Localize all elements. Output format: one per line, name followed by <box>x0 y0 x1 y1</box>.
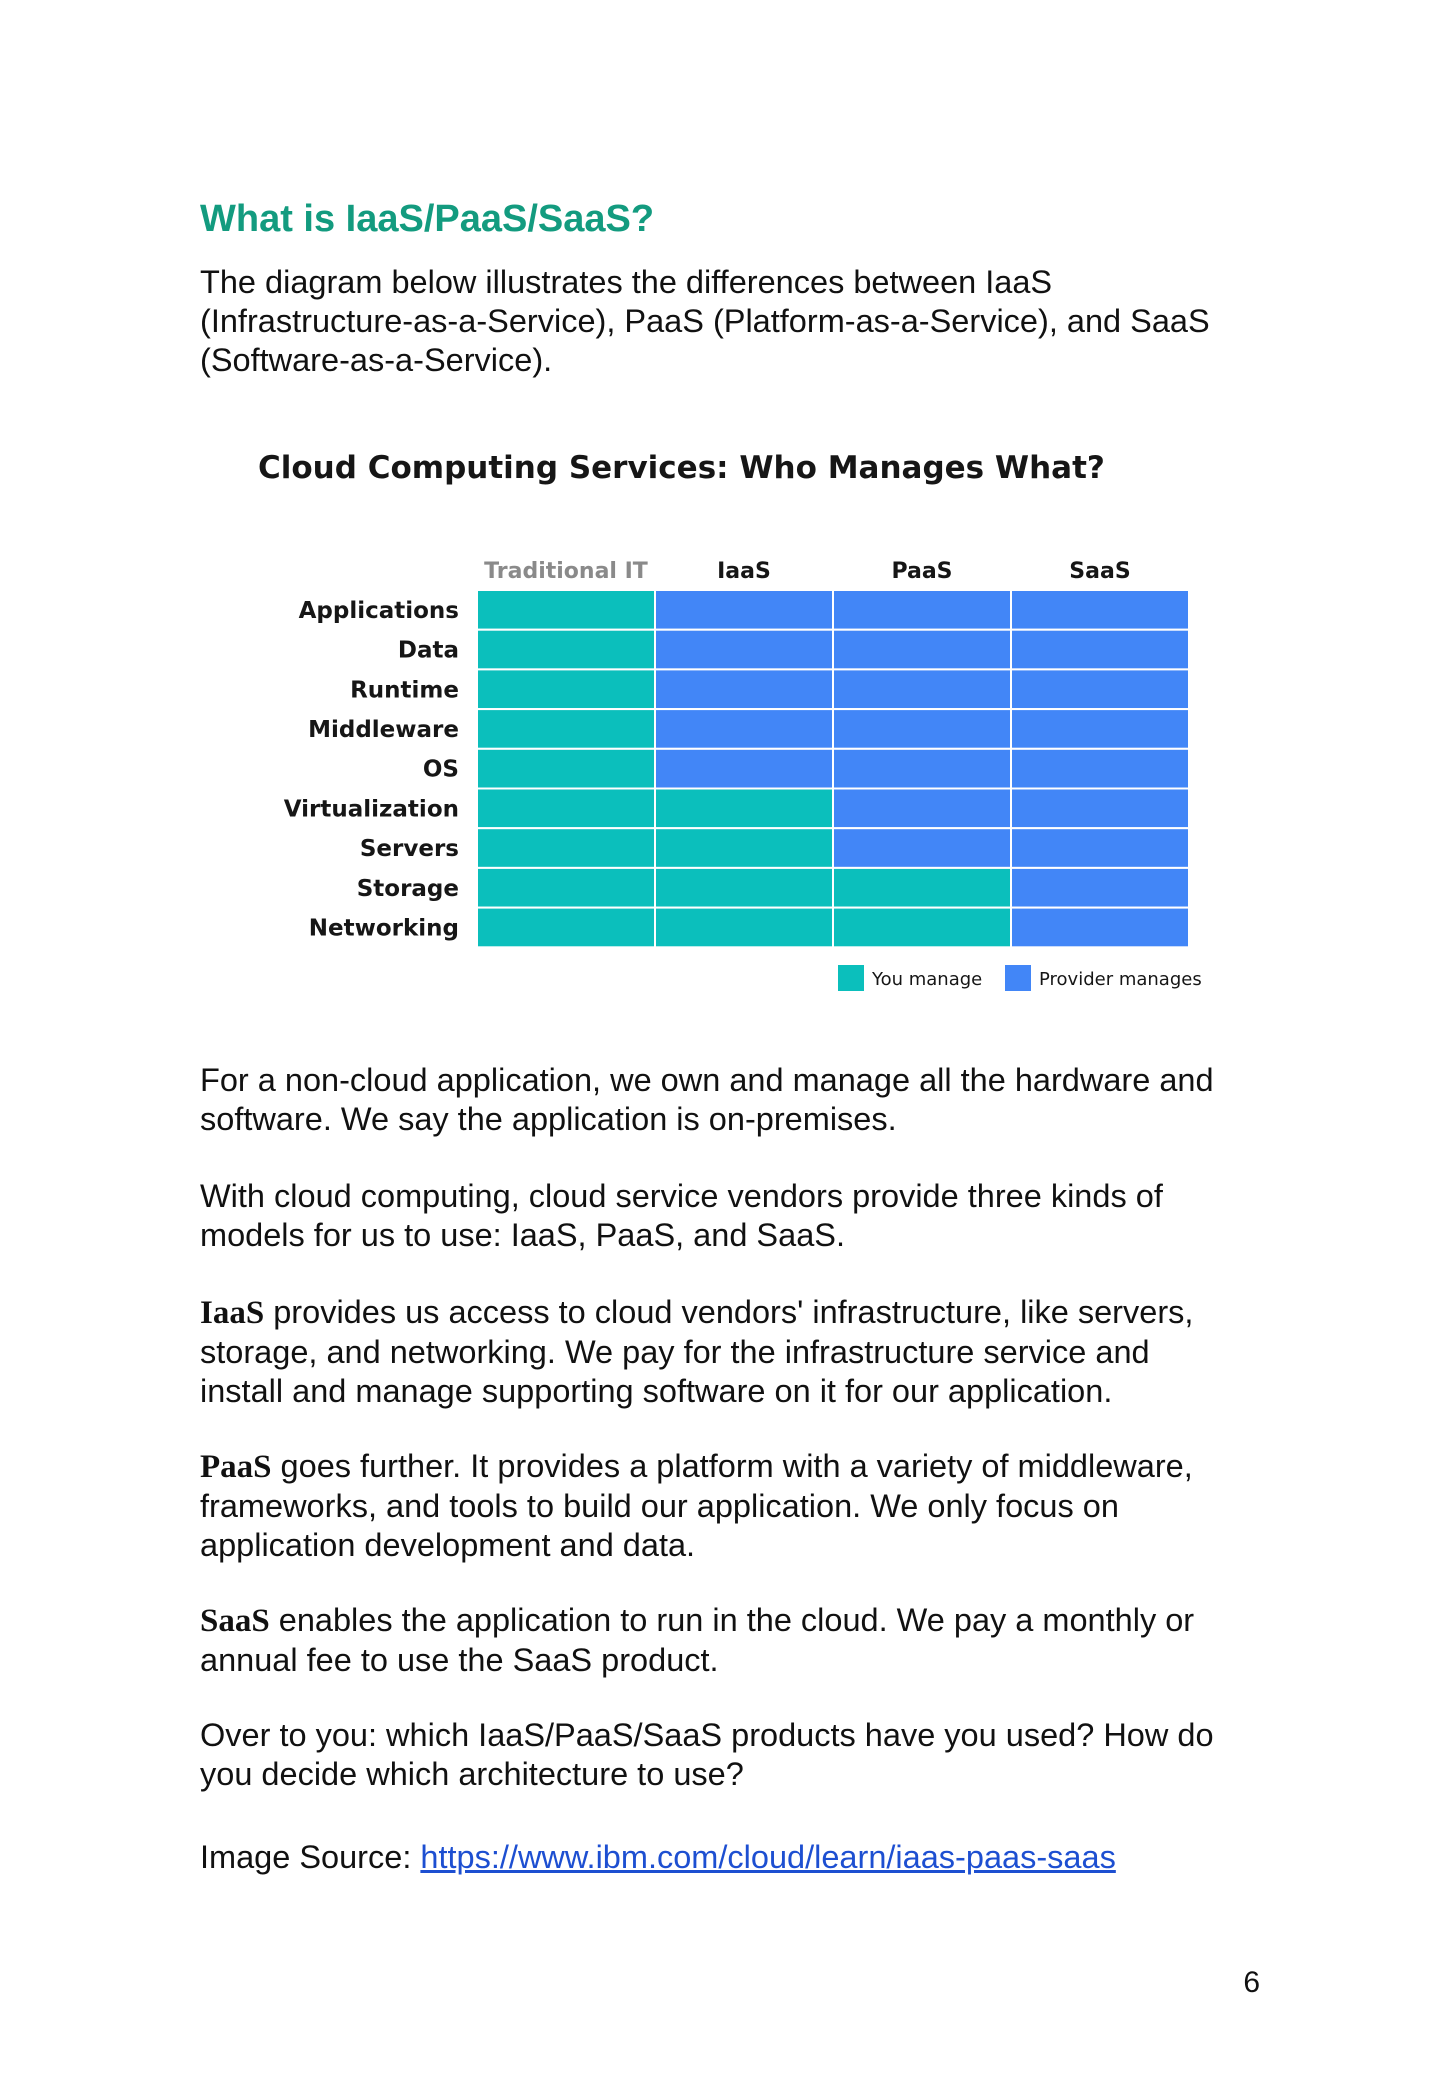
paragraph-line: goes further. It provides a platform with a variety of middleware, <box>271 1448 1193 1484</box>
row-label-storage: Storage <box>356 875 459 902</box>
image-source-link[interactable]: https://www.ibm.com/cloud/learn/iaas-paas-saas <box>420 1839 1116 1875</box>
closing-question-paragraph <box>200 1716 1290 1794</box>
cell-iaas-servers <box>655 828 833 868</box>
column-header-saas: SaaS <box>1069 559 1131 584</box>
cell-traditional-it-networking <box>477 908 655 948</box>
cell-traditional-it-storage <box>477 868 655 908</box>
cell-saas-networking <box>1011 908 1189 948</box>
legend-swatch-provider <box>1005 965 1031 991</box>
paragraph-line: With cloud computing, cloud service vendors provide three kinds of <box>200 1178 1163 1214</box>
cell-saas-virtualization <box>1011 789 1189 829</box>
intro-line: The diagram below illustrates the differences between IaaS <box>200 264 1053 300</box>
cell-saas-middleware <box>1011 709 1189 749</box>
cell-paas-servers <box>833 828 1011 868</box>
paragraph-line: enables the application to run in the cloud. We pay a monthly or <box>269 1602 1195 1638</box>
cell-paas-runtime <box>833 669 1011 709</box>
row-label-applications: Applications <box>298 597 459 624</box>
paragraph-line: Over to you: which IaaS/PaaS/SaaS products have you used? How do <box>200 1717 1214 1753</box>
cloud-services-chart <box>240 440 1240 1020</box>
cell-saas-os <box>1011 749 1189 789</box>
iaas-term: IaaS <box>200 1295 265 1331</box>
cell-saas-applications <box>1011 590 1189 630</box>
row-label-servers: Servers <box>359 836 459 863</box>
paragraph-line: For a non-cloud application, we own and manage all the hardware and <box>200 1062 1214 1098</box>
on-premises-paragraph <box>200 1061 1290 1139</box>
cloud-models-paragraph <box>200 1177 1290 1255</box>
paragraph-line: storage, and networking. We pay for the infrastructure service and <box>200 1334 1150 1370</box>
image-source-label: Image Source: <box>200 1839 421 1875</box>
intro-line: (Software-as-a-Service). <box>200 342 553 378</box>
paragraph-line: models for us to use: IaaS, PaaS, and SaaS. <box>200 1217 845 1253</box>
cell-paas-applications <box>833 590 1011 630</box>
cell-traditional-it-data <box>477 630 655 670</box>
paas-term: PaaS <box>200 1449 272 1485</box>
row-label-os: OS <box>422 756 459 783</box>
cell-saas-storage <box>1011 868 1189 908</box>
image-source <box>200 1838 1290 1877</box>
paragraph-line: install and manage supporting software on it for our application. <box>200 1373 1113 1409</box>
column-header-paas: PaaS <box>891 559 953 584</box>
cell-iaas-virtualization <box>655 789 833 829</box>
cell-saas-servers <box>1011 828 1189 868</box>
cell-paas-virtualization <box>833 789 1011 829</box>
row-label-runtime: Runtime <box>350 677 459 704</box>
cell-iaas-storage <box>655 868 833 908</box>
paragraph-line: application development and data. <box>200 1527 696 1563</box>
cell-iaas-data <box>655 630 833 670</box>
cell-traditional-it-virtualization <box>477 789 655 829</box>
column-header-traditional-it: Traditional IT <box>484 559 648 584</box>
cell-traditional-it-servers <box>477 828 655 868</box>
cloud-services-diagram <box>240 440 1240 1020</box>
iaas-paragraph <box>200 1293 1290 1411</box>
cell-traditional-it-applications <box>477 590 655 630</box>
saas-paragraph <box>200 1601 1290 1680</box>
row-label-networking: Networking <box>308 915 459 942</box>
page-number: 6 <box>1243 1966 1260 1999</box>
cell-saas-runtime <box>1011 669 1189 709</box>
column-header-iaas: IaaS <box>717 559 771 584</box>
paragraph-line: frameworks, and tools to build our application. We only focus on <box>200 1488 1119 1524</box>
cell-paas-data <box>833 630 1011 670</box>
row-label-middleware: Middleware <box>308 716 459 743</box>
cell-saas-data <box>1011 630 1189 670</box>
paragraph-line: provides us access to cloud vendors' infrastructure, like servers, <box>264 1294 1194 1330</box>
paragraph-line: you decide which architecture to use? <box>200 1756 744 1792</box>
chart-title: Cloud Computing Services: Who Manages What? <box>258 450 1105 486</box>
cell-paas-networking <box>833 908 1011 948</box>
cell-traditional-it-runtime <box>477 669 655 709</box>
intro-paragraph <box>200 263 1290 380</box>
row-label-virtualization: Virtualization <box>283 796 459 823</box>
intro-line: (Infrastructure-as-a-Service), PaaS (Platform-as-a-Service), and SaaS <box>200 303 1210 339</box>
cell-paas-storage <box>833 868 1011 908</box>
cell-paas-os <box>833 749 1011 789</box>
legend-label-you: You manage <box>872 969 983 990</box>
cell-paas-middleware <box>833 709 1011 749</box>
cell-iaas-os <box>655 749 833 789</box>
cell-iaas-applications <box>655 590 833 630</box>
page-title: What is IaaS/PaaS/SaaS? <box>200 198 655 240</box>
cell-iaas-middleware <box>655 709 833 749</box>
legend-label-provider: Provider manages <box>1039 969 1202 990</box>
legend-swatch-you <box>838 965 864 991</box>
cell-iaas-runtime <box>655 669 833 709</box>
cell-traditional-it-middleware <box>477 709 655 749</box>
cell-iaas-networking <box>655 908 833 948</box>
paas-paragraph <box>200 1447 1290 1565</box>
cell-traditional-it-os <box>477 749 655 789</box>
row-label-data: Data <box>397 637 459 664</box>
saas-term: SaaS <box>200 1603 270 1639</box>
paragraph-line: annual fee to use the SaaS product. <box>200 1642 719 1678</box>
paragraph-line: software. We say the application is on-premises. <box>200 1101 897 1137</box>
